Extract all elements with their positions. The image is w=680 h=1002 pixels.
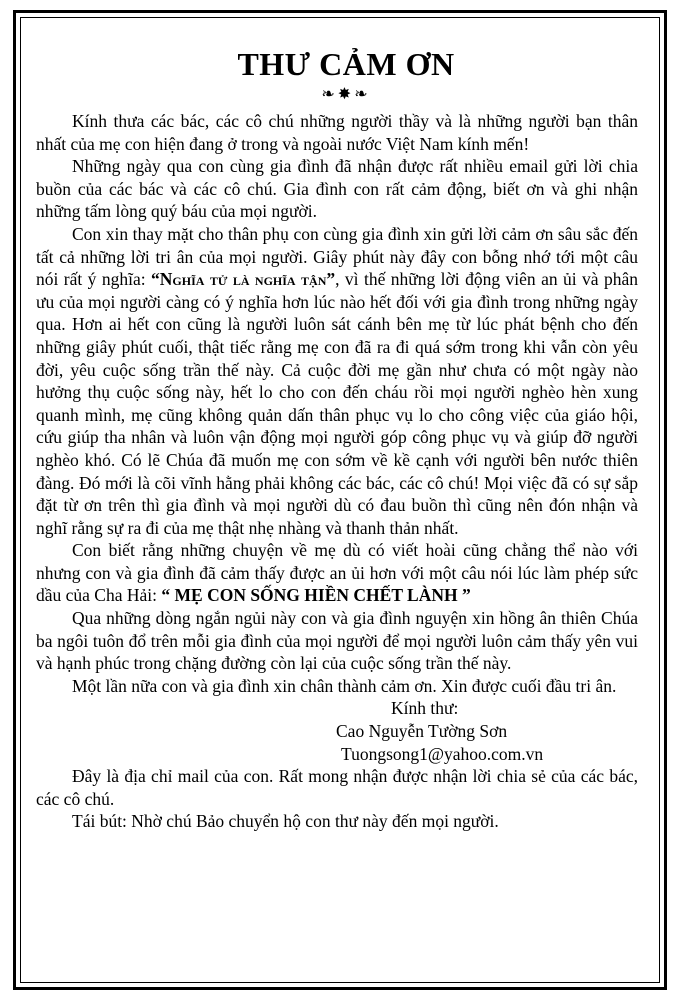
signature-name: Cao Nguyễn Tường Sơn (336, 721, 508, 742)
paragraph-memory-text: Con biết rằng những chuyện về mẹ dù có viết hoài cũng chẳng thể nào với nhưng con và gia đình đã cảm thấy được an ủi hơn với một câu nói lúc làm phép sức dầu của Cha Hải: (36, 540, 638, 606)
paragraph-emails-received: Những ngày qua con cùng gia đình đã nhận được rất nhiều email gửi lời chia buồn của các bác và các cô chú. Gia đình con rất cảm động, biết ơn và ghi nhận những tấm lòng quý báu của mọi người. (36, 156, 638, 222)
signature-email: Tuongsong1@yahoo.com.vn (341, 743, 544, 764)
ornament-flourish-icon: ❧✸❧ (321, 86, 371, 103)
paragraph-email-note: Đây là địa chỉ mail của con. Rất mong nhận được nhận lời chia sẻ của các bác, các cô chú. (36, 766, 638, 809)
paragraph-thanks-rest: , vì thế những lời động viên an ủi và phân ưu của mọi người càng có ý nghĩa hơn lúc nào hết đối với gia đình trong những ngày qua. Hơn ai hết con cũng là người luôn sát cánh bên mẹ từ lúc phát bệnh cho đến những giây phút cuối, thật tiếc rằng mẹ con đã ra đi quá sớm trong khi vẫn còn yêu đời, yêu cuộc sống trần thế này. Cả cuộc đời mẹ gần như chưa có một ngày nào hưởng thụ cuộc sống này, hết lo cho con đến cháu rồi mọi người nghèo hèn xung quanh mình, mẹ cũng không quản dấn thân phục vụ lo cho công việc của giáo hội, cứu giúp tha nhân và luôn vận động mọi người góp công phục vụ và giúp đỡ người nghèo khó. Có lẽ Chúa đã muốn mẹ con sớm về kề cạnh với người bên nước thiên đàng. Đó mới là cõi vĩnh hằng phải không các bác, các cô chú! Mọi việc đã có sự sắp đặt từ ơn trên thì gia đình và mọi người dù có đau buồn thì cũng nên đón nhận và nghĩ rằng sự ra đi của mẹ thật nhẹ nhàng và thanh thản nhất. (36, 269, 639, 538)
paragraph-gratitude: Một lần nữa con và gia đình xin chân thành cảm ơn. Xin được cuối đầu tri ân. (72, 675, 617, 696)
quote-nghia-tu: “Nghĩa tử là nghĩa tận” (151, 269, 336, 290)
quote-me-con: “ MẸ CON SỐNG HIỀN CHẾT LÀNH ” (161, 585, 471, 606)
letter-body (36, 44, 638, 833)
paragraph-thanks-start: Con xin thay mặt cho thân phụ con cùng gia đình xin gửi lời cảm ơn sâu sắc đến tất cả những lời tri ân của mọi người. Giây phút này đây con bỗng nhớ tới một câu nói rất ý nghĩa: (36, 223, 638, 290)
paragraph-prayer: Qua những dòng ngắn ngủi này con và gia đình nguyện xin hồng ân thiên Chúa ba ngôi tuôn đổ trên mỗi gia đình của mọi người để mọi người luôn cảm thấy yên vui và hạnh phúc trong chặng đường còn lại của cuộc sống trần thế này. (36, 608, 638, 674)
paragraph-thanks (36, 223, 638, 539)
signature-greeting: Kính thư: (391, 698, 459, 719)
letter-title: THƯ CẢM ƠN (237, 46, 455, 82)
paragraph-memory (36, 539, 638, 607)
paragraph-postscript: Tái bút: Nhờ chú Bảo chuyển hộ con thư này đến mọi người. (72, 811, 499, 832)
paragraph-greeting: Kính thưa các bác, các cô chú những người thầy và là những người bạn thân nhất của mẹ con hiện đang ở trong và ngoài nước Việt Nam kính mến! (36, 111, 638, 154)
